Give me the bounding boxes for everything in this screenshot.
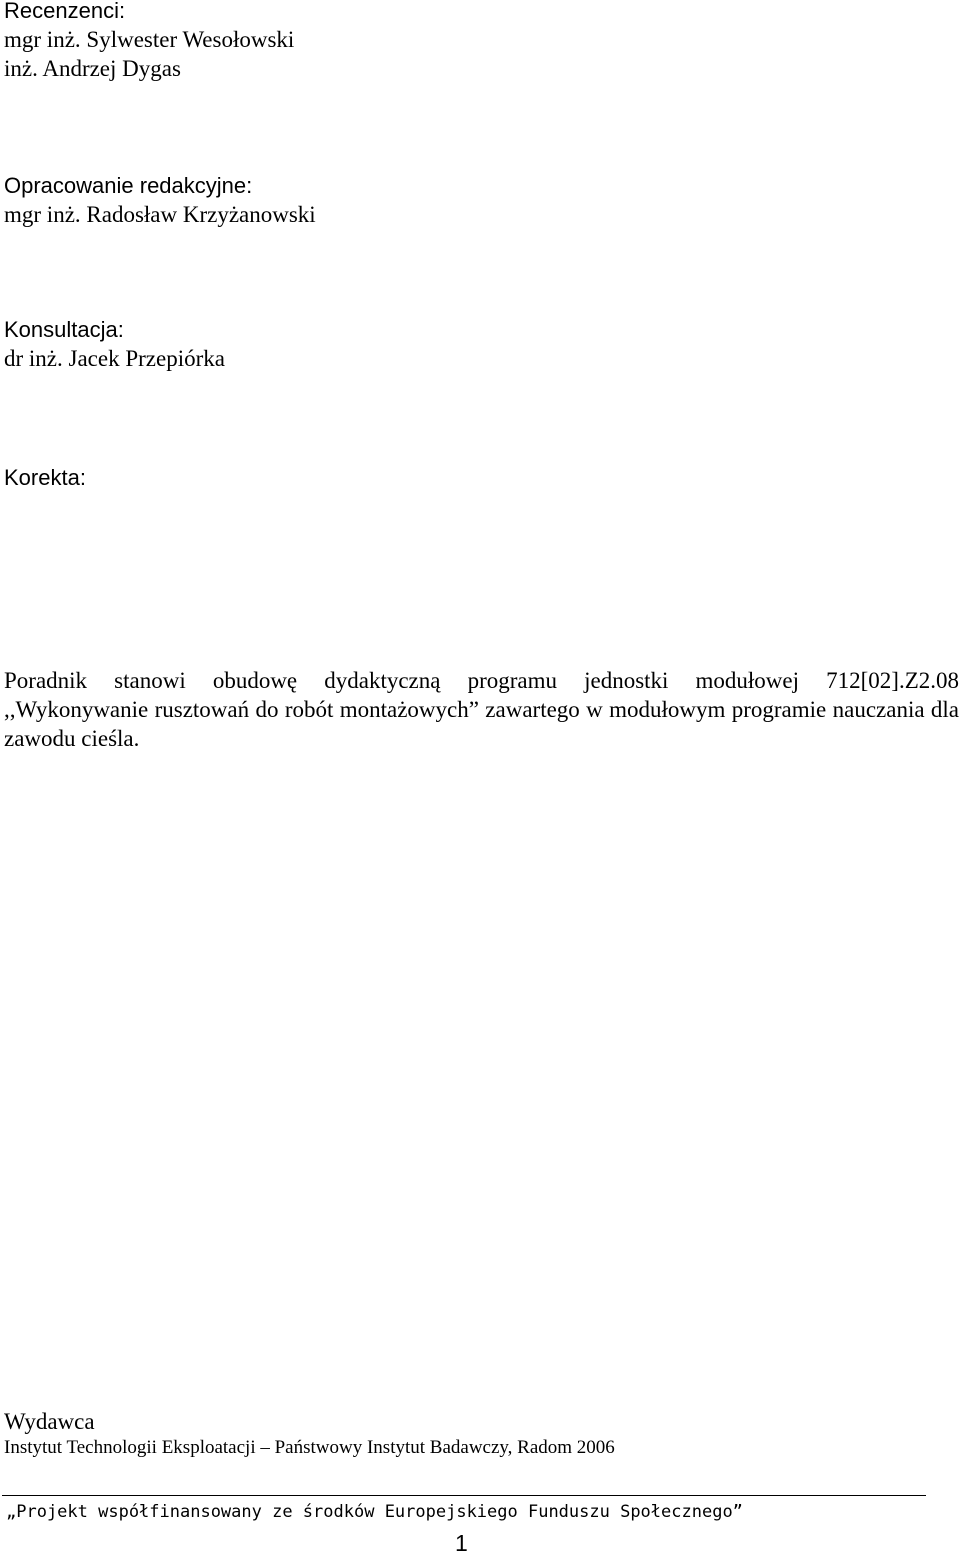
reviewers-section (4, 0, 294, 83)
consultant-name: dr inż. Jacek Przepiórka (4, 346, 225, 371)
reviewer-name: inż. Andrzej Dygas (4, 56, 181, 81)
publisher-label: Wydawca (4, 1409, 95, 1434)
editorial-section (4, 171, 316, 229)
footer-divider (2, 1495, 926, 1496)
consultation-section (4, 315, 225, 373)
editor-name: mgr inż. Radosław Krzyżanowski (4, 202, 316, 227)
publisher-name: Instytut Technologii Eksploatacji – Państwowy Instytut Badawczy, Radom 2006 (4, 1437, 615, 1458)
publisher-section (4, 1407, 95, 1436)
proofreading-section (4, 463, 86, 492)
reviewers-label: Recenzenci: (4, 0, 126, 23)
consultation-label: Konsultacja: (4, 317, 124, 342)
proofreading-label: Korekta: (4, 465, 86, 490)
reviewer-name: mgr inż. Sylwester Wesołowski (4, 27, 295, 52)
editorial-label: Opracowanie redakcyjne: (4, 173, 253, 198)
footer-text: „Projekt współfinansowany ze środków Europejskiego Funduszu Społecznego” (6, 1502, 743, 1522)
description-paragraph: Poradnik stanowi obudowę dydaktyczną programu jednostki modułowej 712[02].Z2.08 ,,Wykonywanie rusztowań do robót montażowych” zawartego w modułowym programie nauczania dla zawodu cieśla. (4, 668, 959, 751)
page-number: 1 (455, 1530, 468, 1556)
